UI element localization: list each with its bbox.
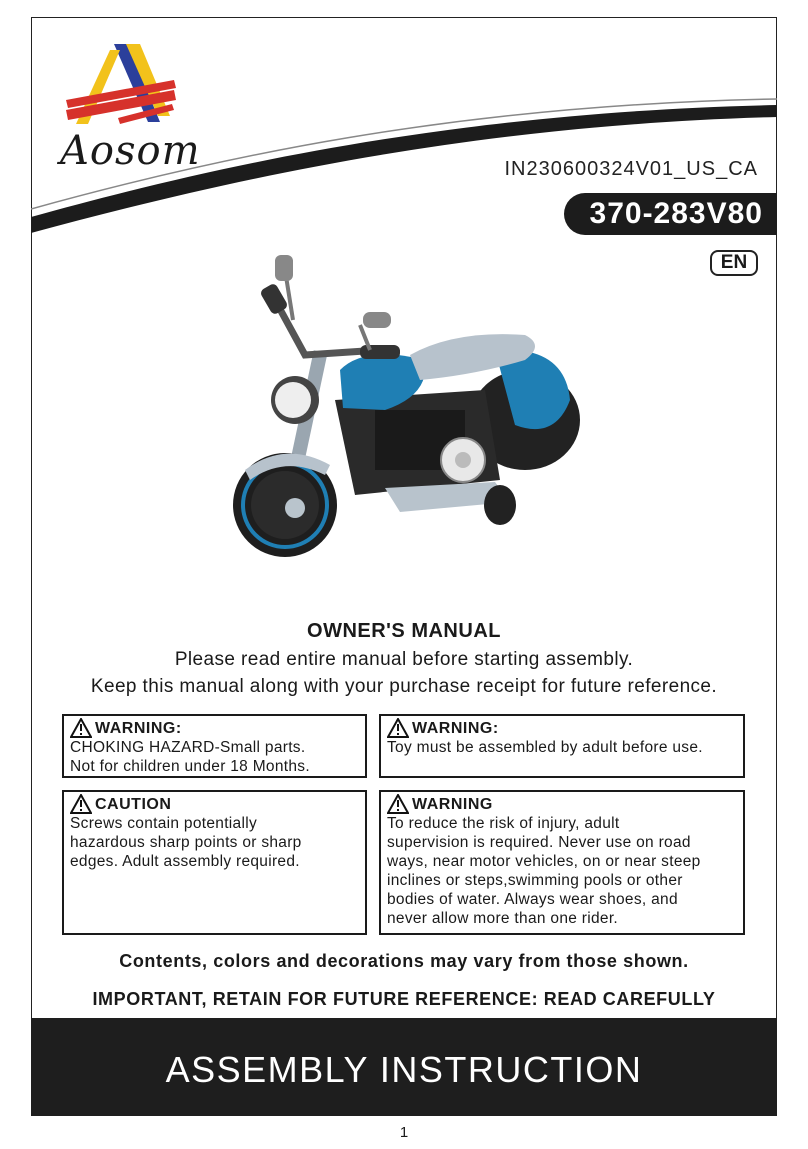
warning-line: bodies of water. Always wear shoes, and	[387, 891, 678, 908]
warning-triangle-icon	[387, 718, 409, 738]
warning-supervision-box	[379, 790, 745, 935]
warning-heading	[387, 718, 737, 738]
warning-choking-box	[62, 714, 367, 778]
caution-line: edges. Adult assembly required.	[70, 853, 300, 870]
document-code: IN230600324V01_US_CA	[504, 158, 758, 180]
caution-heading-text: CAUTION	[95, 795, 172, 813]
warning-heading-text: WARNING	[412, 795, 493, 813]
warning-triangle-icon	[70, 718, 92, 738]
language-badge: EN	[710, 250, 758, 276]
warning-line: CHOKING HAZARD-Small parts.	[70, 739, 306, 756]
important-note: IMPORTANT, RETAIN FOR FUTURE REFERENCE: READ CAREFULLY	[92, 989, 716, 1009]
warning-adult-assembly-box	[379, 714, 745, 778]
ride-on-motorcycle-image	[225, 250, 595, 565]
warning-triangle-icon	[70, 794, 92, 814]
warning-line: Toy must be assembled by adult before use.	[387, 739, 703, 756]
warning-line: ways, near motor vehicles, on or near steep	[387, 853, 701, 870]
contents-note: Contents, colors and decorations may vary from those shown.	[119, 951, 689, 971]
warning-line: Not for children under 18 Months.	[70, 758, 310, 775]
model-number-badge: 370-283V80	[564, 193, 777, 235]
caution-heading	[70, 794, 359, 814]
warning-line: never allow more than one rider.	[387, 910, 619, 927]
warning-line: To reduce the risk of injury, adult	[387, 815, 620, 832]
manual-title: OWNER'S MANUAL	[307, 620, 501, 642]
page-number: 1	[399, 1124, 409, 1141]
warning-heading-text: WARNING:	[412, 719, 499, 737]
warning-line: inclines or steps,swimming pools or other	[387, 872, 683, 889]
intro-line-1: Please read entire manual before starting assembly.	[174, 649, 634, 670]
caution-line: hazardous sharp points or sharp	[70, 834, 302, 851]
warning-heading	[387, 794, 737, 814]
warning-heading	[70, 718, 359, 738]
caution-box	[62, 790, 367, 935]
warning-triangle-icon	[387, 794, 409, 814]
intro-line-2: Keep this manual along with your purchase receipt for future reference.	[90, 676, 718, 697]
footer-banner: ASSEMBLY INSTRUCTION	[31, 1018, 777, 1116]
brand-name: Aosom	[60, 128, 201, 174]
warning-line: supervision is required. Never use on road	[387, 834, 691, 851]
warning-heading-text: WARNING:	[95, 719, 182, 737]
caution-line: Screws contain potentially	[70, 815, 258, 832]
